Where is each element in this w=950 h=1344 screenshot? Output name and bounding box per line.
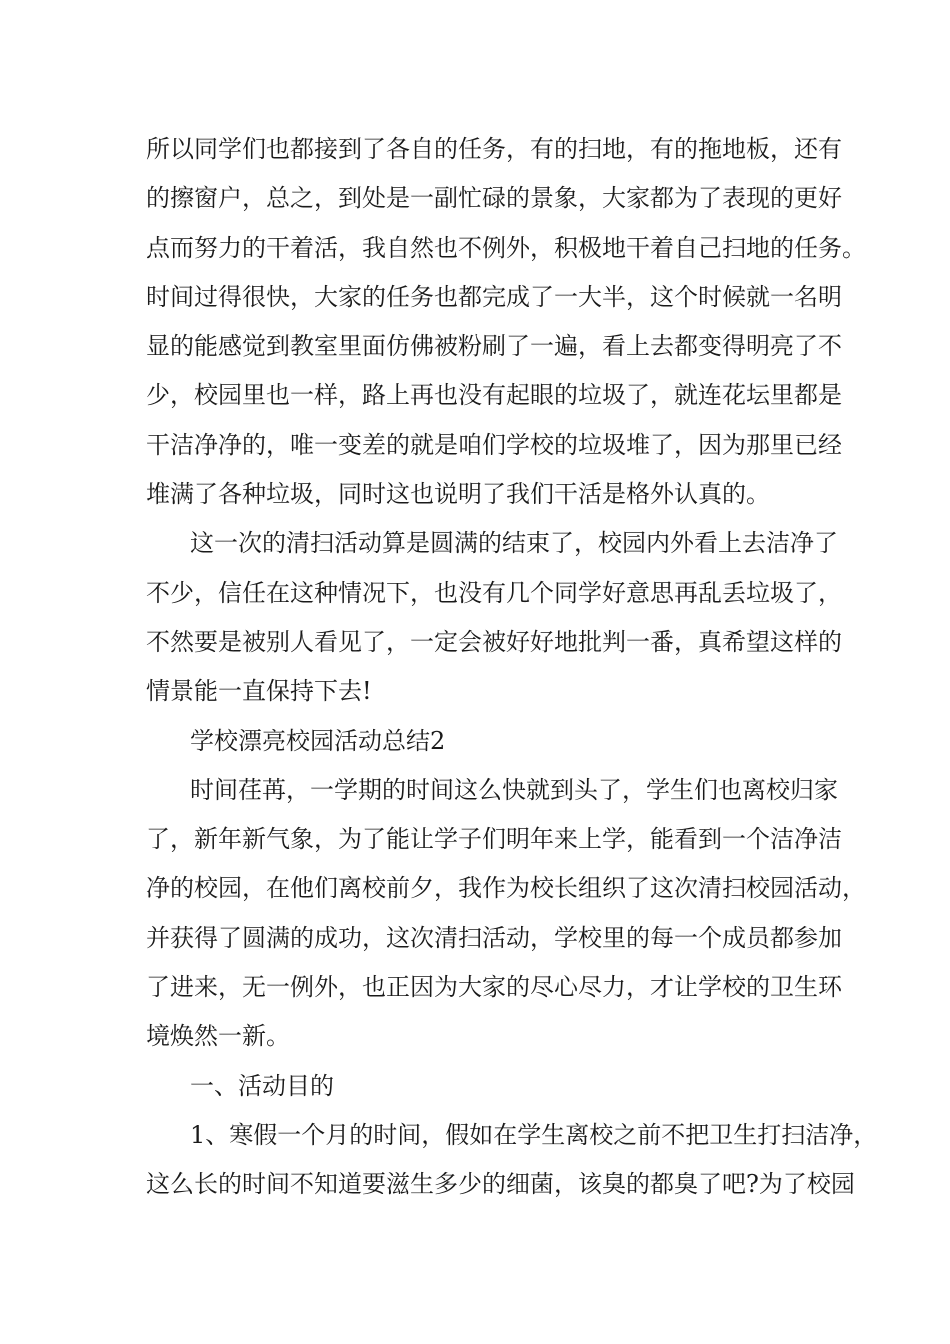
- paragraph-line: 不少，信任在这种情况下，也没有几个同学好意思再乱丢垃圾了，: [146, 578, 842, 607]
- paragraph-line: 并获得了圆满的成功，这次清扫活动，学校里的每一个成员都参加: [146, 923, 842, 952]
- subsection-title: 一、活动目的: [190, 1071, 334, 1100]
- document-body: [146, 125, 878, 1210]
- paragraph-line: 显的能感觉到教室里面仿佛被粉刷了一遍，看上去都变得明亮了不: [146, 332, 842, 361]
- paragraph-line: 的擦窗户，总之，到处是一副忙碌的景象，大家都为了表现的更好: [146, 184, 842, 213]
- paragraph-line: 了，新年新气象，为了能让学子们明年来上学，能看到一个洁净洁: [146, 825, 842, 854]
- section-title: 学校漂亮校园活动总结2: [190, 726, 446, 755]
- paragraph-line: 了进来，无一例外，也正因为大家的尽心尽力，才让学校的卫生环: [146, 973, 842, 1002]
- paragraph-line: 情景能一直保持下去!: [146, 677, 372, 706]
- paragraph-line: 堆满了各种垃圾，同时这也说明了我们干活是格外认真的。: [146, 480, 770, 509]
- paragraph-line: 所以同学们也都接到了各自的任务，有的扫地，有的拖地板，还有: [146, 135, 842, 163]
- paragraph-line: 1、寒假一个月的时间，假如在学生离校之前不把卫生打扫洁净，: [190, 1120, 878, 1149]
- paragraph-line: 不然要是被别人看见了，一定会被好好地批判一番，真希望这样的: [146, 627, 842, 656]
- paragraph-line: 净的校园，在他们离校前夕，我作为校长组织了这次清扫校园活动，: [146, 874, 866, 903]
- paragraph-line: 点而努力的干着活，我自然也不例外，积极地干着自己扫地的任务。: [146, 233, 866, 262]
- paragraph-line: 时间荏苒，一学期的时间这么快就到头了，学生们也离校归家: [190, 775, 838, 804]
- paragraph-line: 这一次的清扫活动算是圆满的结束了，校园内外看上去洁净了: [190, 529, 838, 558]
- paragraph-line: 时间过得很快，大家的任务也都完成了一大半，这个时候就一名明: [146, 282, 842, 311]
- paragraph-line: 干洁净净的，唯一变差的就是咱们学校的垃圾堆了，因为那里已经: [146, 430, 842, 459]
- paragraph-line: 境焕然一新。: [146, 1022, 290, 1051]
- paragraph-line: 少，校园里也一样，路上再也没有起眼的垃圾了，就连花坛里都是: [146, 381, 842, 410]
- paragraph-line: 这么长的时间不知道要滋生多少的细菌，该臭的都臭了吧?为了校园: [146, 1170, 855, 1199]
